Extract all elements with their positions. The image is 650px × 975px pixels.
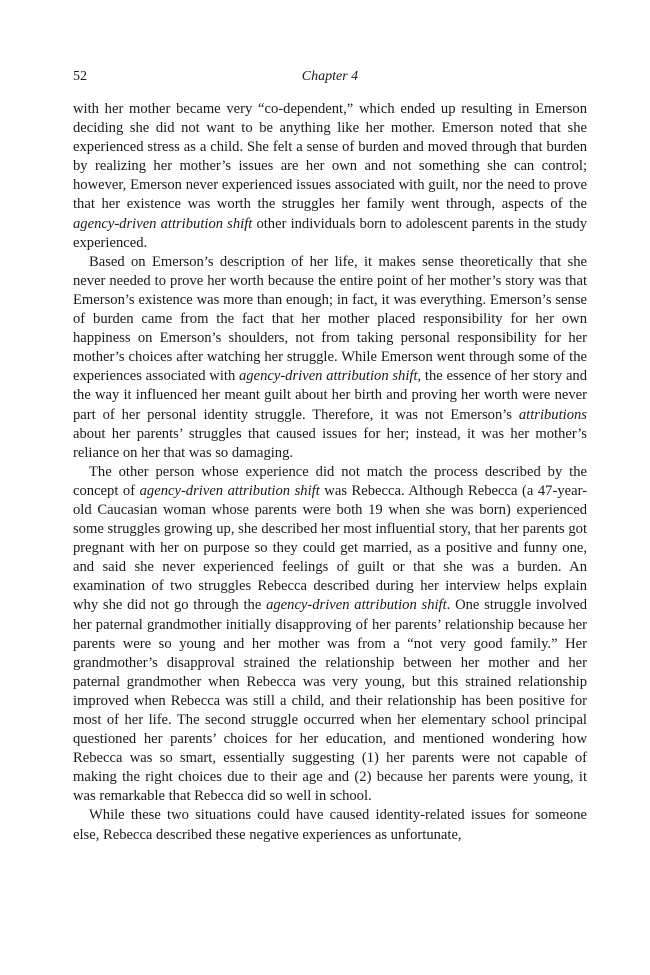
paragraph-3: [73, 463, 587, 807]
text-run: about her parents’ struggles that caused issues for her; instead, it was her mother’s reliance on her that was so damaging.: [73, 425, 587, 461]
italic-term: attributions: [518, 406, 587, 423]
text-run: . One struggle involved her paternal grandmother initially disapproving of her parents’ relationship because her parents were so young and her mother was from a “not very good family.” Her grandmother’s disapproval strained the relationship between her mother and her paternal grandmother when Rebecca was very young, but this strained relationship improved when Rebecca was still a child, and their relationship has been positive for most of her life. The second struggle occurred when her elementary school principal questioned her parents’ choices for her education, and mentioned wondering how Rebecca was so smart, essentially suggesting (1) her parents were not capable of making the right choices due to their age and (2) because her parents were young, it was remarkable that Rebecca did so well in school.: [73, 597, 588, 805]
text-run: The other person whose experience did not match the process described by the concept of: [73, 463, 587, 499]
text-run: with her mother became very “co-dependent,” which ended up resulting in Emerson deciding she did not want to be anything like her mother. Emerson noted that she experienced stress as a child. She felt a sense of burden and moved through that burden by realizing her mother’s issues are her own and not something she can control; however, Emerson never experienced issues associated with guilt, nor the need to prove that her existence was worth the struggles her family went through, aspects of the: [73, 101, 587, 213]
text-run: was Rebecca. Although Rebecca (a 47-year-old Caucasian woman whose parents were both 19 when she was born) experienced some struggles growing up, she described her most influential story, that her parents got pregnant with her on purpose so they could get married, as a positive and funny one, and said she never experienced feelings of guilt or that she was a burden. An examination of two struggles Rebecca described during her interview helps explain why she did not go through the: [73, 482, 587, 614]
italic-term: agency-driven attribution shift: [266, 597, 447, 614]
text-run: While these two situations could have caused identity-related issues for someone else, Rebecca described these negative experiences as unfortunate,: [73, 807, 587, 843]
paragraph-1: [73, 100, 587, 253]
paragraph-2: [73, 253, 587, 463]
text-run: other individuals born to adolescent parents in the study experienced.: [73, 215, 587, 251]
italic-term: agency-driven attribution shift: [239, 368, 418, 385]
paragraph-4: [73, 806, 587, 844]
body-text: [73, 100, 587, 845]
text-run: Based on Emerson’s description of her life, it makes sense theoretically that she never needed to prove her worth because the entire point of her mother’s story was that Emerson’s existence was more than enough; in fact, it was everything. Emerson’s sense of burden came from the fact that her mother placed responsibility for her own happiness on Emerson’s shoulders, not from taking personal responsibility for her mother’s choices after watching her struggle. While Emerson went through some of the experiences associated with: [73, 253, 587, 385]
chapter-title: Chapter 4: [301, 69, 359, 84]
page-number: 52: [73, 69, 87, 84]
book-page: [73, 66, 587, 845]
text-run: , the essence of her story and the way it influenced her meant guilt about her birth and proving her worth were never part of her personal identity struggle. Therefore, it was not Emerson’s: [73, 368, 588, 423]
running-header: [73, 66, 587, 88]
italic-term: agency-driven attribution shift: [73, 215, 253, 232]
italic-term: agency-driven attribution shift: [139, 482, 320, 499]
